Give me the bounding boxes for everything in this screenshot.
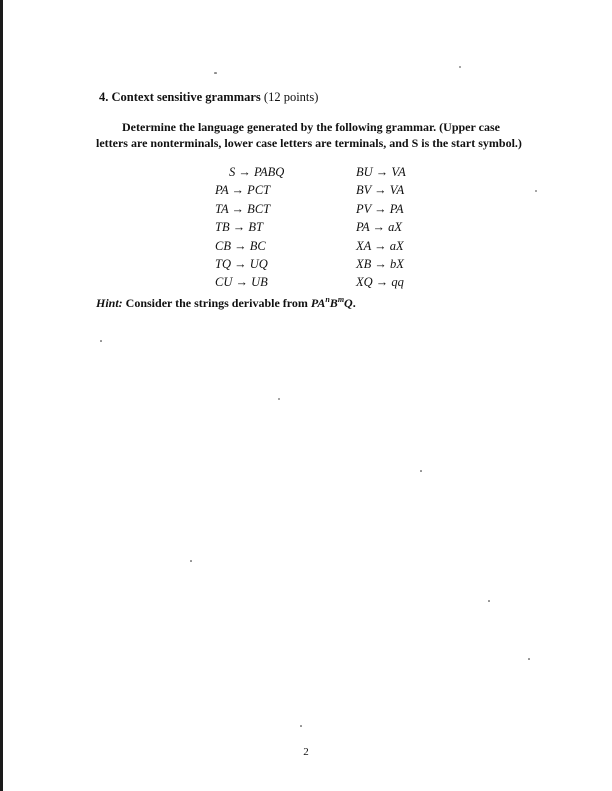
grammar-rule: CU → UB <box>215 275 268 290</box>
grammar-rule: PA → PCT <box>215 183 271 198</box>
scan-speck <box>214 72 217 74</box>
grammar-rule: TB → BT <box>215 220 263 235</box>
hint-label: Hint: <box>96 296 123 310</box>
section-heading <box>99 90 318 105</box>
grammar-rule: XB → bX <box>356 256 404 271</box>
grammar-rule: TA → BCT <box>215 201 271 216</box>
scan-speck <box>488 600 490 602</box>
grammar-rule: XQ → qq <box>356 275 404 290</box>
grammar-rule: S → PABQ <box>229 165 285 179</box>
scan-speck <box>420 470 422 472</box>
scan-speck <box>190 560 192 562</box>
scan-speck <box>100 340 102 342</box>
grammar-rules-right-column <box>356 163 466 292</box>
section-points: (12 points) <box>263 90 319 104</box>
scan-left-edge <box>0 0 3 791</box>
scan-speck <box>278 398 280 400</box>
scan-speck <box>459 66 461 68</box>
scan-speck <box>300 725 302 727</box>
hint-text: Consider the strings derivable from <box>122 296 311 310</box>
grammar-rule: BU → VA <box>356 165 406 179</box>
grammar-rule: PV → PA <box>356 201 404 216</box>
grammar-rule: BV → VA <box>356 183 405 198</box>
grammar-rule: XA → aX <box>356 238 404 253</box>
grammar-rule: CB → BC <box>215 238 266 253</box>
scan-speck <box>528 658 530 660</box>
hint-expression: $PA^nB^mQ$ <box>310 295 353 310</box>
grammar-rule: PA → aX <box>356 220 403 235</box>
section-number: 4. <box>99 90 109 104</box>
grammar-rules-left-column <box>215 163 325 292</box>
instructions-line-1: Determine the language generated by the following grammar. (Upper case <box>122 120 500 134</box>
instructions-paragraph <box>96 119 546 151</box>
page-number: 2 <box>303 746 309 758</box>
scan-speck <box>535 190 537 192</box>
grammar-rule: TQ → UQ <box>215 256 268 271</box>
hint-line: Hint: Consider the strings derivable from $PA^nB^mQ$. <box>96 295 356 310</box>
section-title: Context sensitive grammars <box>111 90 261 104</box>
instructions-line-2: letters are nonterminals, lower case letters are terminals, and S is the start symbol.) <box>96 136 522 150</box>
